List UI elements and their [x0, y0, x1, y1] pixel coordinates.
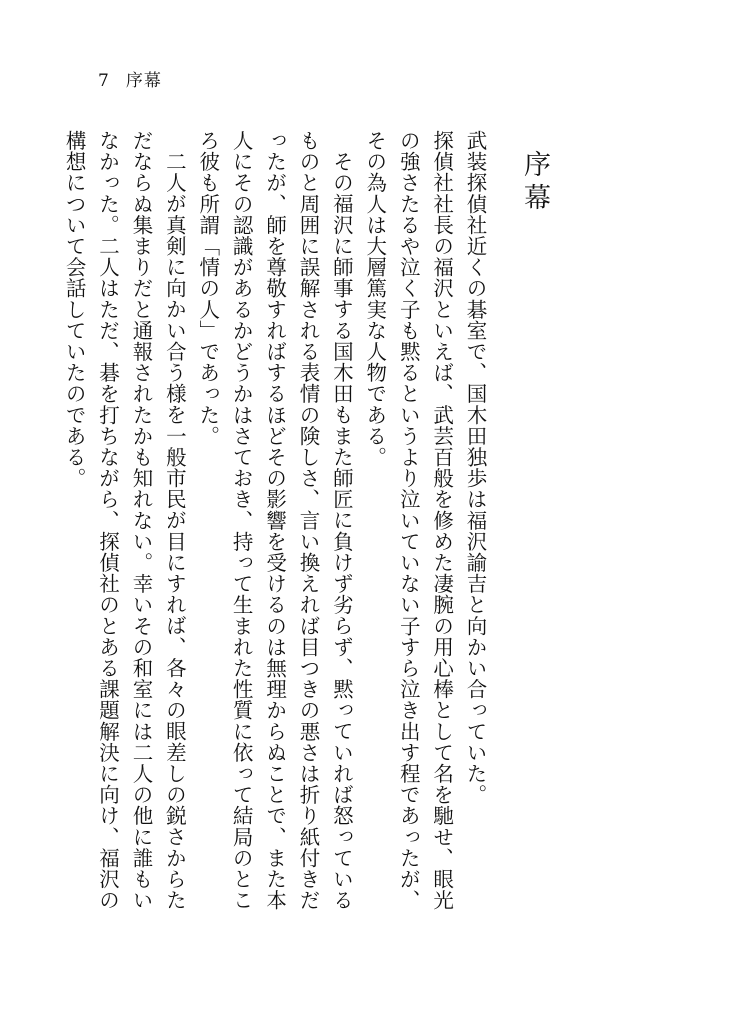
chapter-title: 序幕 [519, 150, 550, 216]
paragraph-1: 武装探偵社近くの碁室で、国木田独歩は福沢諭吉と向かい合っていた。 [463, 130, 487, 806]
paragraph-4: 二人が真剣に向かい合う様を一般市民が目にすれば、各々の眼差しの鋭さからただならぬ集まりだと通報されたかも知れない。幸いその和室には二人の他に誰もいなかった。二人はただ、碁を打ちながら、探偵社のとある課題解決に向け、福沢の構想について会話していたのである。 [62, 130, 187, 911]
page-number: 7 [98, 71, 110, 91]
body-text [57, 130, 491, 930]
running-title: 序幕 [125, 71, 162, 91]
paragraph-3: その福沢に師事する国木田もまた師匠に負けず劣らず、黙っていれば怒っているものと周囲に誤解される表情の険しさ、言い換えれば目つきの悪さは折り紙付きだったが、師を尊敬すればするほどその影響を受けるのは無理からぬことで、また本人にその認識があるかどうかはさておき、持って生まれた性質に依って結局のところ彼も所謂「情の人」であった。 [195, 130, 354, 911]
running-header [98, 70, 162, 92]
paragraph-2: 探偵社社長の福沢といえば、武芸百般を修めた凄腕の用心棒として名を馳せ、眼光の強さたるや泣く子も黙るというより泣いていない子すら泣き出す程であったが、その為人は大層篤実な人物である。 [362, 130, 454, 911]
